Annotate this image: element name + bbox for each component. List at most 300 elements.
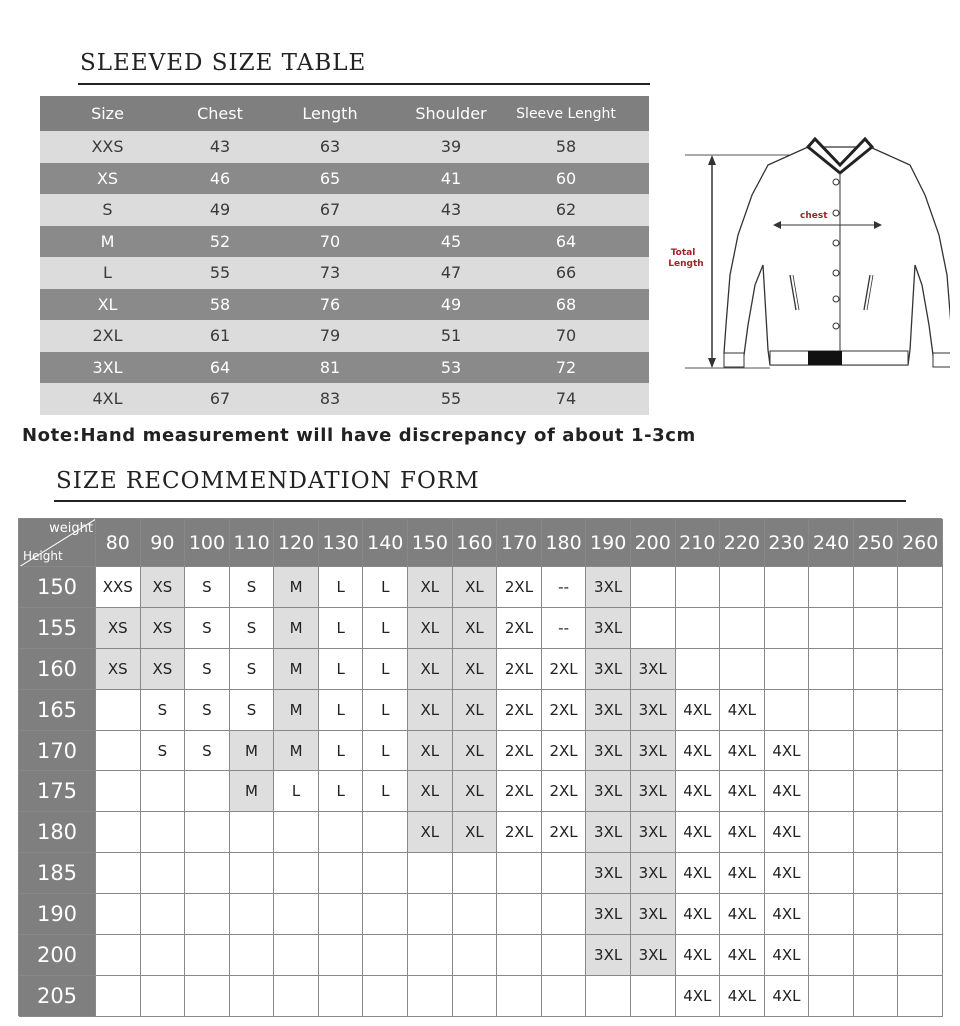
size-table-cell: 79 xyxy=(319,326,341,346)
recommendation-cell: 2XL xyxy=(497,731,542,772)
recommendation-cell xyxy=(408,976,453,1017)
recommendation-table xyxy=(18,518,942,1016)
size-table-cell: M xyxy=(100,231,115,251)
size-table-row xyxy=(40,320,649,352)
weight-header: 170 xyxy=(497,519,542,567)
size-table-cell: 83 xyxy=(319,389,341,409)
recommendation-cell: 4XL xyxy=(765,771,810,812)
recommendation-cell xyxy=(274,853,319,894)
chest-label: chest xyxy=(800,211,828,221)
size-table-cell: 3XL xyxy=(92,357,123,377)
recommendation-cell xyxy=(141,853,186,894)
recommendation-cell xyxy=(274,976,319,1017)
hem-black-band xyxy=(808,351,842,365)
height-header: 205 xyxy=(19,976,96,1017)
recommendation-cell xyxy=(96,731,141,772)
recommendation-cell xyxy=(765,690,810,731)
weight-header: 140 xyxy=(363,519,408,567)
recommendation-cell: 3XL xyxy=(586,608,631,649)
recommendation-cell: S xyxy=(141,731,186,772)
recommendation-cell xyxy=(230,894,275,935)
recommendation-cell xyxy=(631,567,676,608)
recommendation-cell xyxy=(319,935,364,976)
recommendation-cell xyxy=(854,812,899,853)
recommendation-cell: M xyxy=(230,731,275,772)
recommendation-cell: XL xyxy=(408,649,453,690)
recommendation-cell: XL xyxy=(408,608,453,649)
recommendation-cell xyxy=(809,649,854,690)
recommendation-cell: 4XL xyxy=(765,894,810,935)
recommendation-cell: S xyxy=(185,690,230,731)
weight-header: 230 xyxy=(765,519,810,567)
size-table-cell: 73 xyxy=(319,263,341,283)
size-table-cell: 39 xyxy=(440,137,462,157)
size-table-cell: 64 xyxy=(209,357,231,377)
recommendation-cell: -- xyxy=(542,608,587,649)
size-table-cell: 67 xyxy=(209,389,231,409)
size-table-row xyxy=(40,226,649,258)
recommendation-cell: L xyxy=(363,649,408,690)
recommendation-cell: XL xyxy=(408,771,453,812)
height-header: 160 xyxy=(19,649,96,690)
weight-header: 160 xyxy=(453,519,498,567)
recommendation-cell: XS xyxy=(141,649,186,690)
recommendation-cell xyxy=(96,812,141,853)
recommendation-cell: 4XL xyxy=(720,853,765,894)
recommendation-cell: 2XL xyxy=(542,690,587,731)
recommendation-cell xyxy=(96,976,141,1017)
recommendation-cell xyxy=(898,567,943,608)
recommendation-cell xyxy=(185,976,230,1017)
recommendation-cell xyxy=(854,771,899,812)
recommendation-cell: 3XL xyxy=(631,690,676,731)
recommendation-cell: L xyxy=(319,690,364,731)
recommendation-cell: 3XL xyxy=(631,894,676,935)
recommendation-cell: 4XL xyxy=(720,812,765,853)
recommendation-cell: S xyxy=(185,567,230,608)
recommendation-cell xyxy=(809,771,854,812)
recommendation-cell: S xyxy=(230,690,275,731)
recommendation-cell: 4XL xyxy=(765,976,810,1017)
total-length-label-1: Total xyxy=(670,248,696,258)
recommendation-cell xyxy=(185,771,230,812)
total-length-label-2: Length xyxy=(668,259,704,269)
recommendation-cell xyxy=(631,976,676,1017)
recommendation-cell: L xyxy=(363,771,408,812)
size-table-cell: 55 xyxy=(209,263,231,283)
height-header: 190 xyxy=(19,894,96,935)
recommendation-cell: L xyxy=(363,567,408,608)
recommendation-cell: XS xyxy=(96,608,141,649)
recommendation-cell: 3XL xyxy=(586,894,631,935)
weight-header: 190 xyxy=(586,519,631,567)
height-header: 185 xyxy=(19,853,96,894)
table-corner xyxy=(19,519,96,567)
size-table-row xyxy=(40,383,649,415)
recommendation-cell: 2XL xyxy=(542,731,587,772)
size-table-cell: L xyxy=(103,263,112,283)
recommendation-cell: M xyxy=(274,649,319,690)
recommendation-cell: 4XL xyxy=(676,935,721,976)
recommendation-cell: 3XL xyxy=(586,731,631,772)
size-table-title-rule xyxy=(78,83,650,85)
size-table-cell: 60 xyxy=(555,168,577,188)
recommendation-cell xyxy=(631,608,676,649)
size-table-header-2: Length xyxy=(302,104,358,123)
size-table-cell: XS xyxy=(96,168,119,188)
recommendation-cell: 2XL xyxy=(542,649,587,690)
recommendation-cell xyxy=(720,608,765,649)
recommendation-cell xyxy=(408,853,453,894)
recommendation-cell: 2XL xyxy=(497,567,542,608)
recommendation-cell xyxy=(676,567,721,608)
recommendation-cell xyxy=(854,649,899,690)
recommendation-cell xyxy=(586,976,631,1017)
recommendation-cell: 4XL xyxy=(676,771,721,812)
height-header: 180 xyxy=(19,812,96,853)
size-table-cell: 55 xyxy=(440,389,462,409)
size-table-cell: 45 xyxy=(440,231,462,251)
size-table-cell: XL xyxy=(97,294,118,314)
recommendation-cell xyxy=(185,935,230,976)
recommendation-cell: 2XL xyxy=(542,812,587,853)
size-table-cell: 66 xyxy=(555,263,577,283)
recommendation-cell: 3XL xyxy=(586,690,631,731)
recommendation-cell: S xyxy=(230,608,275,649)
size-table-cell: 64 xyxy=(555,231,577,251)
recommendation-cell: M xyxy=(274,690,319,731)
size-table-row xyxy=(40,257,649,289)
size-table-cell: 68 xyxy=(555,294,577,314)
recommendation-cell: 2XL xyxy=(497,649,542,690)
recommendation-cell: M xyxy=(274,608,319,649)
recommendation-cell xyxy=(898,690,943,731)
recommendation-cell xyxy=(898,771,943,812)
recommendation-cell xyxy=(765,649,810,690)
recommendation-cell xyxy=(676,649,721,690)
recommendation-cell: XL xyxy=(453,608,498,649)
recommendation-cell: S xyxy=(185,608,230,649)
recommendation-cell xyxy=(898,731,943,772)
recommendation-cell xyxy=(898,812,943,853)
recommendation-cell: XXS xyxy=(96,567,141,608)
recommendation-cell: XL xyxy=(408,812,453,853)
weight-header: 210 xyxy=(676,519,721,567)
recommendation-cell: 4XL xyxy=(676,690,721,731)
recommendation-cell: XL xyxy=(453,567,498,608)
recommendation-cell: XL xyxy=(453,690,498,731)
weight-header: 90 xyxy=(141,519,186,567)
recommendation-cell: 3XL xyxy=(586,812,631,853)
recommendation-cell: 2XL xyxy=(542,771,587,812)
recommendation-cell: M xyxy=(230,771,275,812)
recommendation-cell: M xyxy=(274,567,319,608)
recommendation-cell: L xyxy=(319,567,364,608)
size-table-cell: 72 xyxy=(555,357,577,377)
height-header: 150 xyxy=(19,567,96,608)
measurement-note: Note:Hand measurement will have discrepancy of about 1-3cm xyxy=(22,425,696,446)
recommendation-title-rule xyxy=(54,500,906,502)
recommendation-cell xyxy=(898,894,943,935)
recommendation-cell xyxy=(141,894,186,935)
recommendation-cell: XL xyxy=(453,731,498,772)
length-arrow-head-bottom xyxy=(708,358,716,368)
height-axis-label: Height xyxy=(23,549,63,563)
recommendation-cell xyxy=(854,853,899,894)
weight-header: 120 xyxy=(274,519,319,567)
recommendation-cell xyxy=(898,853,943,894)
recommendation-cell xyxy=(809,935,854,976)
size-table-cell: 70 xyxy=(555,326,577,346)
recommendation-cell xyxy=(141,771,186,812)
size-table-cell: 41 xyxy=(440,168,462,188)
recommendation-cell xyxy=(854,690,899,731)
recommendation-cell xyxy=(141,976,186,1017)
recommendation-cell xyxy=(542,935,587,976)
weight-header: 100 xyxy=(185,519,230,567)
recommendation-cell xyxy=(319,894,364,935)
recommendation-cell: 4XL xyxy=(765,935,810,976)
recommendation-cell xyxy=(765,608,810,649)
recommendation-cell: 2XL xyxy=(497,771,542,812)
recommendation-cell: S xyxy=(141,690,186,731)
recommendation-cell: 4XL xyxy=(676,853,721,894)
recommendation-cell: 4XL xyxy=(765,812,810,853)
recommendation-cell xyxy=(185,853,230,894)
recommendation-cell: XS xyxy=(141,608,186,649)
recommendation-cell xyxy=(497,935,542,976)
recommendation-cell: 4XL xyxy=(676,894,721,935)
size-table-cell: 81 xyxy=(319,357,341,377)
recommendation-cell xyxy=(363,894,408,935)
recommendation-cell xyxy=(854,567,899,608)
recommendation-cell xyxy=(854,731,899,772)
recommendation-cell xyxy=(854,935,899,976)
recommendation-cell xyxy=(720,649,765,690)
recommendation-cell: S xyxy=(230,567,275,608)
size-table-header-3: Shoulder xyxy=(415,104,487,123)
left-cuff xyxy=(724,353,744,367)
recommendation-cell: 3XL xyxy=(631,853,676,894)
recommendation-cell xyxy=(720,567,765,608)
recommendation-cell xyxy=(542,853,587,894)
recommendation-cell xyxy=(497,894,542,935)
recommendation-cell xyxy=(96,935,141,976)
recommendation-cell: XL xyxy=(408,567,453,608)
recommendation-cell xyxy=(185,894,230,935)
height-header: 170 xyxy=(19,731,96,772)
weight-axis-label: weight xyxy=(49,521,93,536)
recommendation-cell xyxy=(319,976,364,1017)
size-table-cell: 51 xyxy=(440,326,462,346)
right-cuff xyxy=(933,353,950,367)
recommendation-cell: 4XL xyxy=(765,731,810,772)
recommendation-cell: 4XL xyxy=(676,812,721,853)
recommendation-cell xyxy=(854,608,899,649)
size-table-cell: 47 xyxy=(440,263,462,283)
size-table-row xyxy=(40,163,649,195)
recommendation-cell xyxy=(809,567,854,608)
size-table-cell: 43 xyxy=(209,137,231,157)
size-table-header-1: Chest xyxy=(197,104,243,123)
size-table-cell: 65 xyxy=(319,168,341,188)
recommendation-cell: S xyxy=(185,731,230,772)
recommendation-cell xyxy=(453,976,498,1017)
recommendation-cell: XL xyxy=(453,649,498,690)
recommendation-cell xyxy=(363,853,408,894)
recommendation-cell xyxy=(542,894,587,935)
size-table-cell: 46 xyxy=(209,168,231,188)
size-table-row xyxy=(40,194,649,226)
weight-header: 260 xyxy=(898,519,943,567)
recommendation-cell xyxy=(765,567,810,608)
recommendation-cell xyxy=(408,894,453,935)
length-arrow-head-top xyxy=(708,155,716,165)
weight-header: 240 xyxy=(809,519,854,567)
recommendation-cell: 3XL xyxy=(586,649,631,690)
size-table-header xyxy=(40,96,649,131)
recommendation-cell: 3XL xyxy=(631,935,676,976)
size-table-header-4: Sleeve Lenght xyxy=(516,105,616,122)
recommendation-cell xyxy=(676,608,721,649)
height-header: 175 xyxy=(19,771,96,812)
size-table-row xyxy=(40,131,649,163)
size-table-cell: 49 xyxy=(440,294,462,314)
recommendation-cell: M xyxy=(274,731,319,772)
recommendation-cell: 4XL xyxy=(676,976,721,1017)
recommendation-cell: 2XL xyxy=(497,690,542,731)
recommendation-cell: XS xyxy=(141,567,186,608)
recommendation-cell: L xyxy=(274,771,319,812)
recommendation-cell: 3XL xyxy=(631,771,676,812)
recommendation-cell: L xyxy=(319,731,364,772)
size-table-cell: 62 xyxy=(555,200,577,220)
weight-header: 150 xyxy=(408,519,453,567)
size-table-row xyxy=(40,289,649,321)
recommendation-cell xyxy=(363,935,408,976)
recommendation-cell: XS xyxy=(96,649,141,690)
recommendation-cell: S xyxy=(185,649,230,690)
recommendation-cell xyxy=(854,976,899,1017)
size-table xyxy=(40,96,649,415)
height-header: 200 xyxy=(19,935,96,976)
recommendation-cell xyxy=(809,853,854,894)
recommendation-cell xyxy=(319,812,364,853)
recommendation-cell: L xyxy=(363,608,408,649)
recommendation-cell xyxy=(141,812,186,853)
recommendation-cell xyxy=(809,608,854,649)
weight-header: 200 xyxy=(631,519,676,567)
weight-header: 130 xyxy=(319,519,364,567)
weight-header: 220 xyxy=(720,519,765,567)
size-table-row xyxy=(40,352,649,384)
size-table-cell: 58 xyxy=(555,137,577,157)
recommendation-cell xyxy=(854,894,899,935)
recommendation-cell xyxy=(497,853,542,894)
recommendation-title: SIZE RECOMMENDATION FORM xyxy=(56,468,480,494)
recommendation-cell: 4XL xyxy=(720,731,765,772)
size-table-cell: 4XL xyxy=(92,389,123,409)
recommendation-cell xyxy=(230,853,275,894)
size-table-cell: 76 xyxy=(319,294,341,314)
recommendation-cell xyxy=(96,853,141,894)
recommendation-cell: XL xyxy=(408,690,453,731)
recommendation-cell: XL xyxy=(453,812,498,853)
recommendation-cell xyxy=(230,976,275,1017)
jacket-diagram xyxy=(660,125,950,395)
recommendation-cell xyxy=(230,812,275,853)
recommendation-cell: 4XL xyxy=(676,731,721,772)
size-table-cell: 49 xyxy=(209,200,231,220)
recommendation-cell: 4XL xyxy=(720,690,765,731)
recommendation-cell xyxy=(96,690,141,731)
recommendation-cell xyxy=(898,649,943,690)
size-table-cell: 61 xyxy=(209,326,231,346)
weight-header: 250 xyxy=(854,519,899,567)
size-table-cell: 53 xyxy=(440,357,462,377)
recommendation-cell xyxy=(141,935,186,976)
recommendation-cell xyxy=(274,894,319,935)
recommendation-cell: 4XL xyxy=(720,894,765,935)
recommendation-cell xyxy=(453,935,498,976)
recommendation-cell xyxy=(898,608,943,649)
recommendation-cell xyxy=(185,812,230,853)
recommendation-cell: 4XL xyxy=(720,935,765,976)
height-header: 165 xyxy=(19,690,96,731)
recommendation-cell xyxy=(274,935,319,976)
size-table-cell: 58 xyxy=(209,294,231,314)
recommendation-cell xyxy=(809,894,854,935)
recommendation-cell: 3XL xyxy=(631,649,676,690)
size-table-cell: 43 xyxy=(440,200,462,220)
recommendation-cell xyxy=(453,894,498,935)
recommendation-cell: L xyxy=(319,649,364,690)
size-table-cell: XXS xyxy=(91,137,124,157)
recommendation-cell: 3XL xyxy=(586,935,631,976)
size-table-cell: 70 xyxy=(319,231,341,251)
recommendation-cell: 4XL xyxy=(720,976,765,1017)
recommendation-cell: 4XL xyxy=(765,853,810,894)
size-table-header-0: Size xyxy=(91,104,124,123)
recommendation-cell xyxy=(363,812,408,853)
size-table-cell: 63 xyxy=(319,137,341,157)
weight-header: 180 xyxy=(542,519,587,567)
weight-header: 110 xyxy=(230,519,275,567)
height-header: 155 xyxy=(19,608,96,649)
recommendation-cell: XL xyxy=(408,731,453,772)
recommendation-cell: 3XL xyxy=(631,731,676,772)
recommendation-cell xyxy=(809,976,854,1017)
recommendation-cell xyxy=(809,812,854,853)
recommendation-cell xyxy=(274,812,319,853)
recommendation-cell: 3XL xyxy=(586,771,631,812)
size-table-cell: 67 xyxy=(319,200,341,220)
size-table-cell: S xyxy=(102,200,113,220)
size-table-cell: 52 xyxy=(209,231,231,251)
recommendation-cell xyxy=(319,853,364,894)
recommendation-cell xyxy=(898,935,943,976)
recommendation-cell: L xyxy=(319,771,364,812)
size-table-cell: 2XL xyxy=(92,326,123,346)
recommendation-cell: L xyxy=(363,690,408,731)
recommendation-cell: 2XL xyxy=(497,812,542,853)
size-table-body xyxy=(40,131,649,415)
recommendation-cell xyxy=(96,771,141,812)
recommendation-cell xyxy=(898,976,943,1017)
weight-header: 80 xyxy=(96,519,141,567)
recommendation-cell: 3XL xyxy=(631,812,676,853)
size-table-cell: 74 xyxy=(555,389,577,409)
